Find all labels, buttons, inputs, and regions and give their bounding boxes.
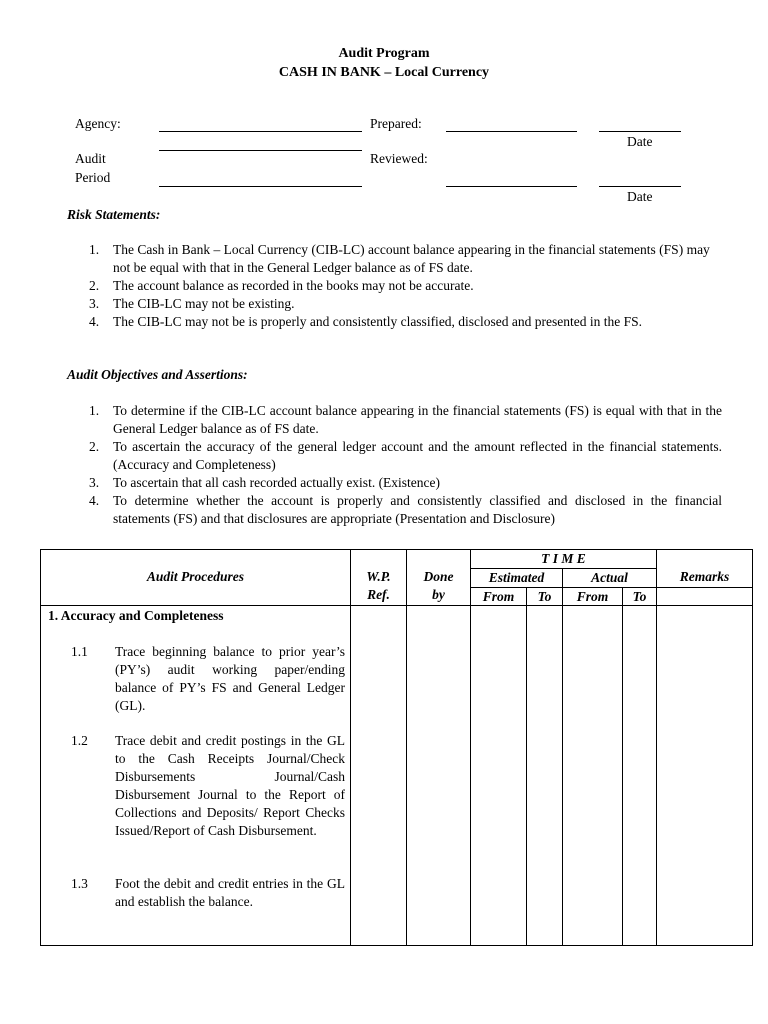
header-to-estimated: To <box>537 589 552 604</box>
prepared-date-label: Date <box>627 134 653 149</box>
header-ref: Ref. <box>367 587 390 602</box>
procedure-text: Trace debit and credit postings in the GL to the Cash Receipts Journal/Check Disbursements Journal/Cash Disbursement Journal to the Report of Collections and Deposits/ Report Checks Issued/Report of Cash Disbursement. <box>115 733 345 838</box>
header-audit-procedures: Audit Procedures <box>146 569 245 584</box>
header-remarks: Remarks <box>679 569 730 584</box>
table-border-top <box>40 549 753 550</box>
objectives-heading: Audit Objectives and Assertions: <box>67 367 248 382</box>
header-wp: W.P. <box>366 569 391 584</box>
audit-label: Audit <box>75 151 106 166</box>
table-border-right <box>752 549 753 946</box>
agency-field-line-2[interactable] <box>159 150 362 151</box>
header-time: T I M E <box>541 551 586 566</box>
reviewed-label: Reviewed: <box>370 151 428 166</box>
procedure-1-1 <box>71 643 345 715</box>
table-border-left <box>40 549 41 946</box>
table-header-bottom <box>40 605 753 606</box>
prepared-label: Prepared: <box>370 116 422 131</box>
period-label: Period <box>75 170 111 185</box>
header-from-estimated: From <box>482 589 515 604</box>
header-done: Done <box>423 569 454 584</box>
procedure-text: Foot the debit and credit entries in the GL and establish the balance. <box>115 876 345 909</box>
agency-label: Agency: <box>75 116 121 131</box>
prepared-by-field[interactable] <box>446 131 577 132</box>
prepared-date-field[interactable] <box>599 131 681 132</box>
procedure-1-3 <box>71 875 345 911</box>
reviewed-date-field[interactable] <box>599 186 681 187</box>
list-item: 3. The CIB-LC may not be existing. <box>89 296 295 311</box>
header-estimated: Estimated <box>488 570 545 585</box>
list-item: 4. To determine whether the account is properly and consistently classified and disclosed in the financial statements (FS) and that disclosures are appropriate (Presentation and Disclosure) <box>89 493 722 526</box>
objectives-list <box>89 402 722 528</box>
reviewed-date-label: Date <box>627 189 653 204</box>
time-divider <box>470 568 656 569</box>
reviewed-by-field[interactable] <box>446 186 577 187</box>
list-item: 3. To ascertain that all cash recorded actually exist. (Existence) <box>89 475 441 490</box>
list-item: 2. The account balance as recorded in the books may not be accurate. <box>89 278 474 293</box>
col-divider <box>656 549 657 946</box>
agency-field[interactable] <box>159 131 362 132</box>
col-divider <box>622 587 623 946</box>
header-to-actual: To <box>632 589 647 604</box>
list-item: 1. The Cash in Bank – Local Currency (CIB-LC) account balance appearing in the financial statements (FS) may not be equal with that in the General Ledger balance as of FS date. <box>89 242 710 275</box>
col-divider <box>526 587 527 946</box>
procedure-number: 1.2 <box>71 733 88 748</box>
col-divider <box>406 549 407 946</box>
document-subtitle: CASH IN BANK – Local Currency <box>278 65 490 80</box>
section-accuracy-completeness: 1. Accuracy and Completeness <box>48 608 224 623</box>
col-divider <box>562 568 563 946</box>
document-title: Audit Program <box>338 46 430 61</box>
procedure-number: 1.1 <box>71 644 88 659</box>
col-divider <box>470 549 471 946</box>
list-item: 4. The CIB-LC may not be is properly and consistently classified, disclosed and presented in the FS. <box>89 314 643 329</box>
header-by: by <box>432 587 445 602</box>
header-from-actual: From <box>576 589 609 604</box>
risk-statements-heading: Risk Statements: <box>67 207 161 222</box>
risk-statements-list <box>89 241 722 331</box>
table-border-bottom <box>40 945 753 946</box>
procedure-1-2 <box>71 732 345 840</box>
col-divider <box>350 549 351 946</box>
procedure-text: Trace beginning balance to prior year’s (PY’s) audit working paper/ending balance of PY’s FS and General Ledger (GL). <box>115 644 345 713</box>
audit-period-field[interactable] <box>159 186 362 187</box>
subheader-divider <box>470 587 753 588</box>
header-actual: Actual <box>591 570 628 585</box>
list-item: 2. To ascertain the accuracy of the general ledger account and the amount reflected in the financial statements. (Accuracy and Completeness) <box>89 439 722 472</box>
list-item: 1. To determine if the CIB-LC account balance appearing in the financial statements (FS) is equal with that in the General Ledger balance as of FS date. <box>89 403 722 436</box>
procedure-number: 1.3 <box>71 876 88 891</box>
